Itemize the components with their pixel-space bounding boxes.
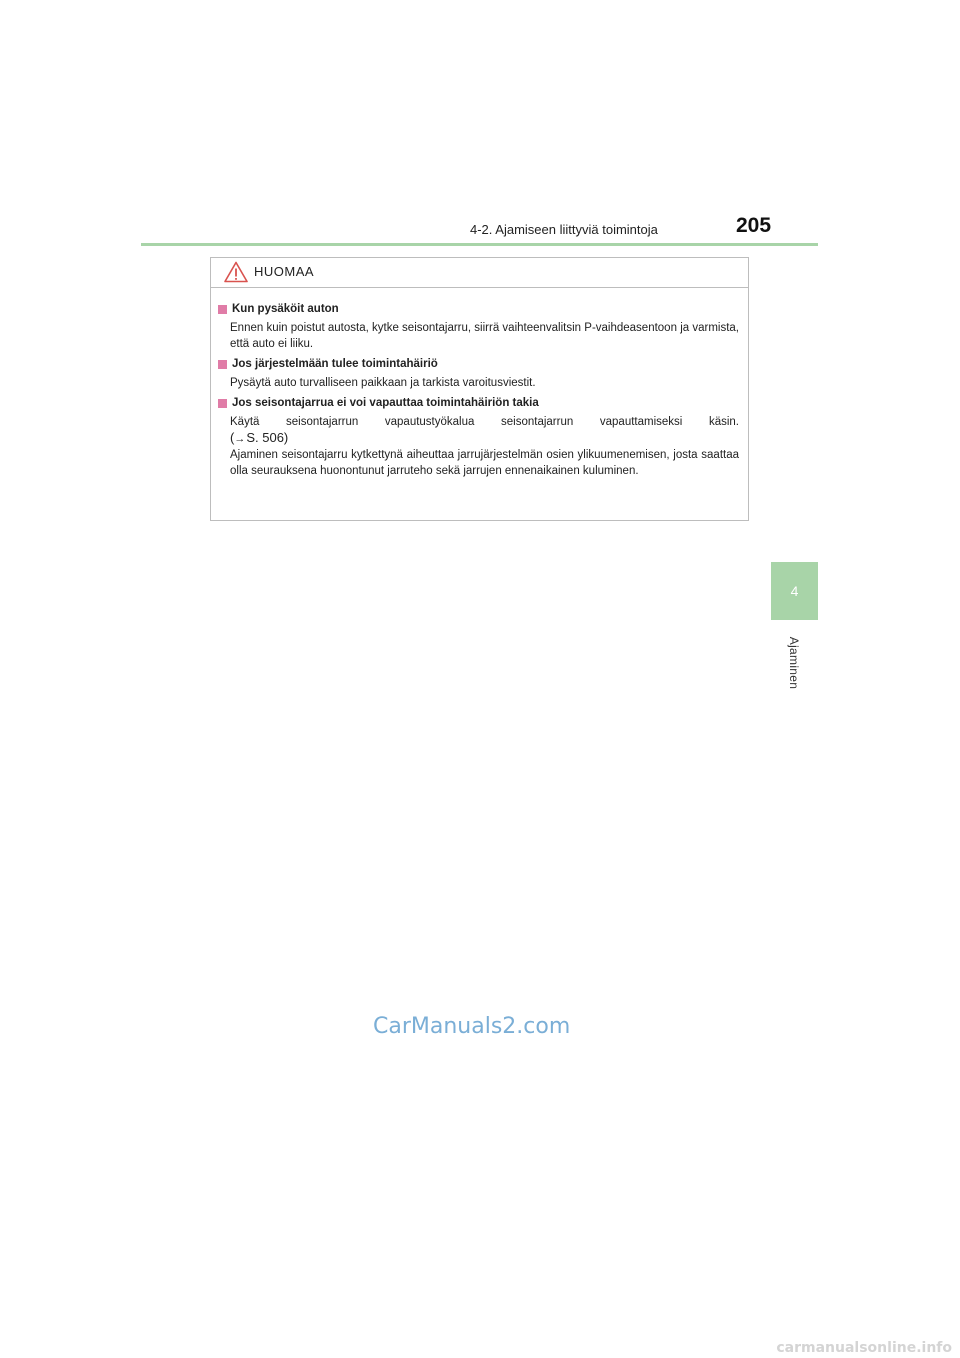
chapter-number: 4: [790, 583, 799, 599]
notice-item: [218, 396, 739, 479]
page-reference[interactable]: [230, 430, 739, 447]
item-heading-text: Kun pysäköit auton: [232, 303, 339, 315]
square-bullet-icon: [218, 399, 227, 408]
item-text: Käytä seisontajarrun vapautustyökalua seisontajarrun vapauttamiseksi käsin.: [230, 416, 739, 428]
chapter-label: [771, 628, 818, 698]
arrow-right-icon: →: [234, 433, 246, 445]
page-number: 205: [736, 214, 772, 237]
item-heading: [218, 302, 739, 317]
item-heading: [218, 357, 739, 372]
notice-item: [218, 302, 739, 352]
item-text: Pysäytä auto turvalliseen paikkaan ja tarkista varoitusviestit.: [230, 377, 536, 389]
item-heading-text: Jos järjestelmään tulee toimintahäiriö: [232, 358, 438, 370]
square-bullet-icon: [218, 360, 227, 369]
chapter-tab: [771, 562, 818, 620]
square-bullet-icon: [218, 305, 227, 314]
watermark-secondary: carmanualsonline.info: [776, 1340, 952, 1356]
chapter-label-text: Ajaminen: [787, 636, 802, 690]
notice-header: [211, 258, 748, 288]
item-heading-text: Jos seisontajarrua ei voi vapauttaa toimintahäiriön takia: [232, 397, 539, 409]
notice-title: HUOMAA: [254, 264, 315, 279]
item-heading: [218, 396, 739, 411]
header-divider: [141, 243, 818, 246]
section-title: 4-2. Ajamiseen liittyviä toimintoja: [470, 222, 658, 237]
notice-body: [211, 288, 748, 479]
notice-box: [210, 257, 749, 521]
notice-item: [218, 357, 739, 391]
warning-icon: [224, 261, 248, 283]
watermark-primary: CarManuals2.com: [373, 1014, 571, 1039]
item-text: Ennen kuin poistut autosta, kytke seisontajarru, siirrä vaihteenvalitsin P-vaihdeasentoon ja varmista, että auto ei liiku.: [230, 322, 739, 350]
ref-paren: (: [230, 430, 235, 445]
item-text-continued: Ajaminen seisontajarru kytkettynä aiheuttaa jarrujärjestelmän osien ylikuumenemisen, josta saattaa olla seurauksena huonontunut jarruteho sekä jarrujen ennenaikainen kuluminen.: [230, 449, 739, 477]
ref-text: S. 506): [246, 430, 289, 445]
